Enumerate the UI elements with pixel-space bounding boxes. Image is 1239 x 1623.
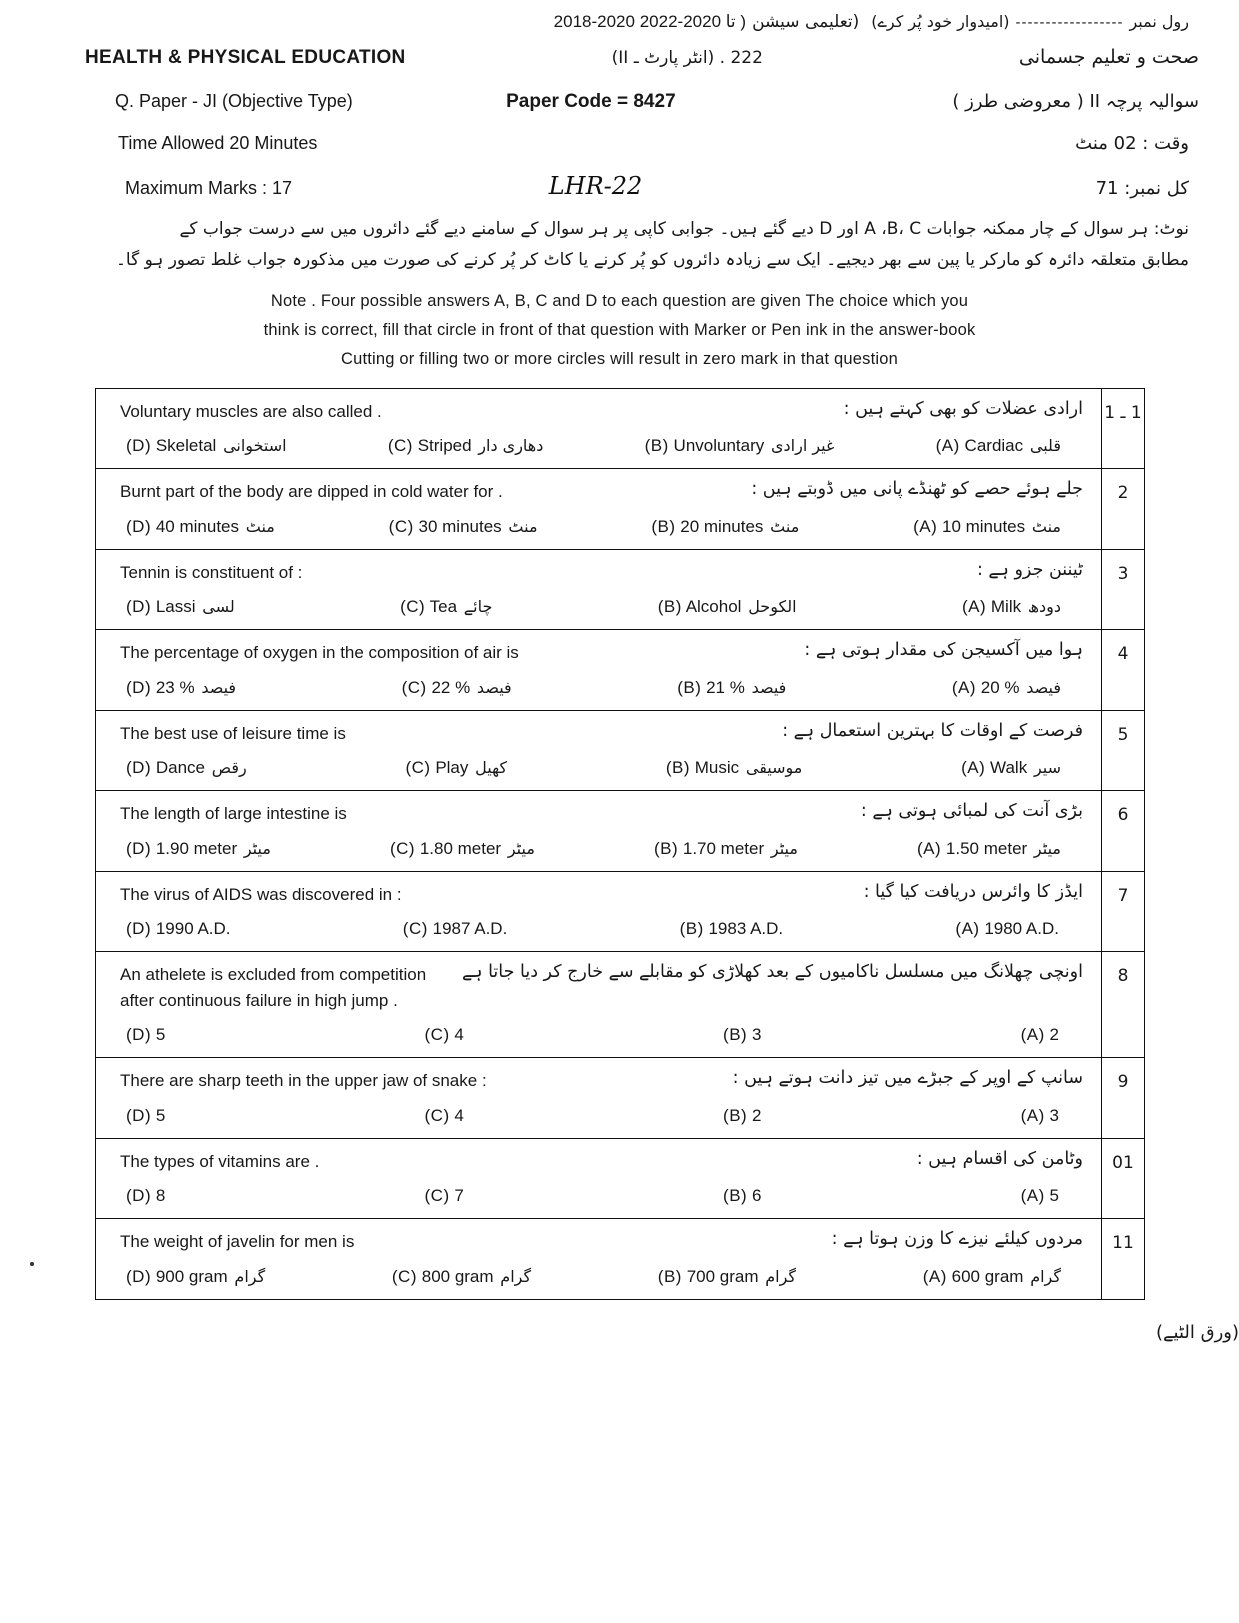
option-label: (A) — [961, 758, 986, 777]
question-cell — [96, 469, 1102, 550]
option-choice[interactable] — [955, 919, 1063, 939]
question-cell — [96, 388, 1102, 469]
option-choice[interactable] — [126, 678, 238, 698]
question-text-ur: ٹیننن جزو ہے : — [976, 559, 1083, 580]
option-choice[interactable] — [390, 839, 537, 859]
question-cell — [96, 549, 1102, 630]
instructions-ur-line-1: نوٹ: ہر سوال کے چار ممکنہ جوابات A ،B، C اور D دیے گئے ہیں۔ جوابی کاپی پر ہر سوال کے سامنے دیے گئے دائروں میں سے درست جواب کے — [179, 219, 1189, 239]
option-text-en: 8 — [155, 1186, 166, 1205]
option-text-ur: کھیل — [475, 758, 508, 777]
instructions-ur-line-2: مطابق متعلقہ دائرہ کو مارکر یا پین سے بھر دیجیے۔ ایک سے زیادہ دائروں کو پُر کرنے یا کاٹ کر پُر کرنے کی صورت میں مذکورہ جواب غلط تصور ہو گا۔ — [115, 250, 1189, 271]
option-label: (C) — [424, 1186, 450, 1205]
option-text-en: 5 — [155, 1025, 166, 1044]
subject-row — [40, 46, 1199, 69]
time-allowed-ur: وقت : 20 منٹ — [1075, 133, 1189, 154]
option-choice[interactable] — [126, 517, 277, 537]
option-text-ur: فیصد — [476, 677, 512, 697]
option-label: (D) — [126, 758, 152, 777]
option-text-en: 21 % — [706, 677, 745, 697]
maximum-marks: Maximum Marks : 17 — [125, 178, 293, 198]
option-choice[interactable] — [126, 1025, 169, 1045]
option-choice[interactable] — [654, 839, 800, 859]
turn-over-note: (ورق الٹیے) — [1155, 1321, 1239, 1343]
option-choice[interactable] — [425, 1186, 468, 1206]
question-statement — [110, 479, 1087, 505]
question-statement — [110, 560, 1087, 586]
option-text-ur — [1059, 919, 1063, 938]
question-text-en: The percentage of oxygen in the composition of air is — [120, 643, 519, 662]
option-choice[interactable] — [658, 597, 799, 617]
option-choice[interactable] — [403, 919, 512, 939]
option-text-en: 20 % — [980, 677, 1020, 697]
table-row — [96, 952, 1145, 1058]
option-text-en: 22 % — [431, 677, 471, 697]
option-text-ur — [231, 919, 235, 938]
option-text-ur — [165, 1186, 169, 1205]
option-text-ur: قلبی — [1029, 436, 1061, 455]
handwritten-center-note: LHR-22 — [548, 172, 643, 200]
option-text-ur: فیصد — [1026, 677, 1061, 697]
option-label: (A) — [951, 677, 977, 697]
session-label: (تعلیمی سیشن — [752, 12, 860, 32]
option-text-ur: میٹر — [1033, 838, 1061, 858]
question-cell — [96, 1219, 1102, 1300]
option-text-en: 1.50 meter — [945, 838, 1028, 858]
option-text-ur — [1059, 1186, 1063, 1205]
question-text-en: An athelete is excluded from competition after continuous failure in high jump . — [120, 965, 427, 1010]
option-text-en: 5 — [155, 1105, 166, 1125]
roll-number-dots: ------------------ — [1015, 14, 1124, 31]
option-text-en: 23 % — [155, 677, 195, 697]
option-text-en: 600 gram — [951, 1266, 1024, 1286]
option-label: (C) — [388, 516, 414, 536]
option-text-ur — [464, 1106, 468, 1125]
option-label: (D) — [126, 1266, 152, 1286]
question-number: 2 — [1102, 469, 1145, 550]
option-text-en: 4 — [454, 1025, 464, 1044]
option-text-en: 1980 A.D. — [984, 919, 1059, 938]
option-choice[interactable] — [402, 678, 514, 698]
option-choice[interactable] — [952, 678, 1063, 698]
question-number: 9 — [1102, 1058, 1145, 1139]
option-text-en: 3 — [1049, 1105, 1059, 1125]
option-text-en: Cardiac — [964, 436, 1024, 455]
question-text-ur: فرصت کے اوقات کا بہترین استعمال ہے : — [782, 720, 1083, 741]
option-text-ur — [1059, 1106, 1063, 1125]
question-statement — [110, 1068, 1087, 1094]
option-text-ur: سیر — [1033, 758, 1061, 777]
option-choice[interactable] — [645, 436, 837, 456]
question-text-en: The length of large intestine is — [120, 804, 347, 823]
option-label: (A) — [1020, 1105, 1045, 1125]
option-label: (C) — [405, 758, 431, 777]
table-row — [96, 630, 1145, 711]
option-text-en: Play — [435, 758, 469, 777]
table-row — [96, 549, 1145, 630]
option-label: (C) — [400, 597, 426, 616]
option-choice[interactable] — [126, 1106, 169, 1126]
question-number: 8 — [1102, 952, 1145, 1058]
option-list — [110, 1267, 1087, 1287]
option-label: (D) — [126, 516, 152, 536]
option-text-en: 900 gram — [155, 1266, 228, 1286]
option-choice[interactable] — [126, 839, 273, 859]
table-row — [96, 871, 1145, 952]
question-number: 7 — [1102, 871, 1145, 952]
question-statement — [110, 640, 1087, 666]
option-text-ur: استخوانی — [223, 436, 287, 455]
question-text-ur: ایڈز کا وائرس دریافت کیا گیا : — [863, 881, 1083, 902]
option-text-en: Skeletal — [155, 436, 217, 455]
paper-header — [0, 0, 1239, 374]
option-label: (B) — [644, 436, 669, 455]
option-list — [110, 678, 1087, 698]
option-text-en: 1990 A.D. — [155, 919, 231, 938]
option-label: (D) — [126, 919, 152, 938]
option-list — [110, 758, 1087, 778]
option-choice[interactable] — [923, 1267, 1063, 1287]
paper-type-ur: سوالیہ پرچہ II ( معروضی طرز ) — [952, 91, 1199, 112]
table-row — [96, 710, 1145, 791]
table-row — [96, 1138, 1145, 1219]
option-text-ur — [1059, 1025, 1063, 1044]
option-choice[interactable] — [658, 1267, 798, 1287]
roll-number-label: رول نمبر — [1129, 12, 1189, 31]
option-text-en: Milk — [990, 597, 1022, 616]
option-text-en: Tea — [429, 597, 458, 616]
question-number: 3 — [1102, 549, 1145, 630]
question-statement — [110, 721, 1087, 747]
question-text-ur: سانپ کے اوپر کے جبڑے میں تیز دانت ہوتے ہیں : — [732, 1068, 1083, 1088]
question-text-en: The best use of leisure time is — [120, 723, 346, 743]
option-text-en: 1983 A.D. — [708, 919, 784, 938]
question-text-ur: جلے ہوئے حصے کو ٹھنڈے پانی میں ڈوبتے ہیں : — [751, 479, 1083, 499]
question-text-en: The types of vitamins are . — [120, 1151, 320, 1171]
option-label: (D) — [126, 597, 152, 616]
option-text-ur: گرام — [1030, 1266, 1061, 1286]
option-list — [110, 839, 1087, 859]
subject-title-en: HEALTH & PHYSICAL EDUCATION — [85, 47, 406, 68]
question-statement — [110, 801, 1087, 827]
option-label: (A) — [1020, 1025, 1045, 1044]
question-paper-type: Q. Paper - JI (Objective Type) — [115, 91, 353, 111]
question-number: 4 — [1102, 630, 1145, 711]
option-label: (D) — [126, 677, 152, 697]
option-text-ur: لسی — [202, 597, 235, 616]
paper-type-row — [40, 91, 1199, 113]
option-text-en: 10 minutes — [941, 516, 1026, 536]
option-choice[interactable] — [680, 919, 788, 939]
option-text-en: 40 minutes — [155, 516, 240, 536]
question-statement — [110, 882, 1087, 908]
question-text-ur: ارادی عضلات کو بھی کہتے ہیں : — [843, 398, 1083, 419]
option-choice[interactable] — [425, 1025, 468, 1045]
option-label: (B) — [677, 677, 702, 697]
option-text-ur: میٹر — [507, 838, 535, 858]
table-row — [96, 791, 1145, 872]
option-text-ur: منٹ — [508, 516, 538, 536]
option-label: (D) — [126, 436, 152, 455]
maximum-marks-ur: کل نمبر: 17 — [1095, 178, 1189, 199]
option-label: (A) — [961, 597, 987, 616]
option-text-en: 700 gram — [686, 1266, 759, 1286]
option-text-ur — [761, 1186, 765, 1205]
option-choice[interactable] — [666, 758, 805, 778]
option-text-en: 5 — [1049, 1186, 1059, 1205]
instructions-en-line-3: Cutting or filling two or more circles will result in zero mark in that question — [340, 349, 899, 368]
question-text-ur: وٹامن کی اقسام ہیں : — [916, 1148, 1083, 1169]
option-text-en: Music — [694, 758, 740, 777]
question-statement — [110, 1229, 1087, 1255]
option-label: (B) — [665, 758, 690, 777]
option-choice[interactable] — [913, 517, 1063, 537]
option-text-ur: غیر ارادی — [771, 436, 835, 455]
paper-code: Paper Code = 8427 — [506, 91, 676, 112]
option-text-ur — [165, 1025, 169, 1044]
option-text-ur: موسیقی — [745, 758, 803, 777]
question-cell — [96, 630, 1102, 711]
option-choice[interactable] — [962, 597, 1063, 617]
question-cell — [96, 1058, 1102, 1139]
time-row — [40, 133, 1199, 154]
question-text-en: Tennin is constituent of : — [120, 562, 303, 582]
option-text-ur: چائے — [463, 597, 493, 616]
option-label: (C) — [387, 436, 413, 455]
question-text-ur: ہوا میں آکسیجن کی مقدار ہوتی ہے : — [804, 640, 1083, 660]
option-text-en: 6 — [751, 1186, 762, 1205]
question-text-ur: اونچی چھلانگ میں مسلسل ناکامیوں کے بعد کھلاڑی کو مقابلے سے خارج کر دیا جاتا ہے — [462, 962, 1083, 982]
option-text-ur — [464, 1186, 468, 1205]
option-text-en: 2 — [1049, 1025, 1059, 1044]
option-label: (B) — [679, 919, 704, 938]
option-list — [110, 517, 1087, 537]
option-text-ur: دودھ — [1027, 597, 1061, 616]
option-label: (C) — [424, 1105, 450, 1125]
option-label: (B) — [651, 516, 676, 536]
option-text-ur: منٹ — [1031, 516, 1061, 536]
option-choice[interactable] — [936, 436, 1063, 456]
option-label: (A) — [913, 516, 938, 536]
option-text-en: 1.90 meter — [155, 838, 238, 858]
option-text-en: Dance — [155, 758, 205, 777]
question-text-en: The virus of AIDS was discovered in : — [120, 884, 402, 904]
option-choice[interactable] — [677, 678, 788, 698]
option-label: (A) — [955, 919, 980, 938]
option-label: (B) — [723, 1186, 748, 1205]
question-number: 5 — [1102, 710, 1145, 791]
option-text-ur — [165, 1106, 169, 1125]
option-list — [110, 597, 1087, 617]
option-label: (D) — [126, 1025, 152, 1044]
option-text-ur — [761, 1106, 765, 1125]
question-number: 6 — [1102, 791, 1145, 872]
option-text-en: 7 — [454, 1186, 464, 1205]
option-list — [110, 919, 1087, 939]
option-choice[interactable] — [389, 517, 540, 537]
option-text-en: 30 minutes — [418, 516, 502, 536]
candidate-fill-label: (امیدوار خود پُر کرے) — [871, 12, 1010, 31]
option-label: (A) — [922, 1266, 947, 1286]
option-text-en: 3 — [751, 1025, 762, 1044]
option-label: (A) — [1020, 1186, 1045, 1205]
option-choice[interactable] — [388, 436, 546, 456]
option-choice[interactable] — [961, 758, 1063, 778]
option-choice[interactable] — [126, 436, 289, 456]
option-label: (C) — [389, 838, 416, 858]
option-choice[interactable] — [1021, 1186, 1063, 1206]
option-text-ur: منٹ — [770, 516, 800, 536]
option-label: (B) — [723, 1105, 748, 1125]
subject-title-ur: صحت و تعلیم جسمانی — [1018, 46, 1199, 68]
option-text-en: Walk — [990, 758, 1028, 777]
question-number: 10 — [1102, 1138, 1145, 1219]
option-text-ur: گرام — [765, 1266, 797, 1286]
option-text-en: 1.70 meter — [682, 838, 765, 858]
option-label: (D) — [126, 1186, 152, 1205]
question-statement — [110, 399, 1087, 425]
option-text-ur: دھاری دار — [478, 436, 544, 455]
question-number: 1 ـ 1 — [1102, 388, 1145, 469]
option-text-ur: فیصد — [751, 677, 787, 697]
option-text-en: 2 — [751, 1105, 762, 1125]
option-label: (C) — [391, 1266, 417, 1286]
option-text-ur: میٹر — [243, 838, 271, 858]
option-text-en: 1987 A.D. — [432, 919, 508, 938]
question-statement — [110, 1149, 1087, 1175]
table-row — [96, 1058, 1145, 1139]
option-text-en: 4 — [454, 1105, 464, 1125]
option-choice[interactable] — [917, 839, 1063, 859]
option-choice[interactable] — [126, 919, 235, 939]
option-label: (B) — [657, 597, 682, 616]
session-years: 2018-2020 تا 2020-2022 ) — [553, 12, 747, 31]
option-choice[interactable] — [126, 758, 249, 778]
option-text-en: Striped — [417, 436, 472, 455]
option-choice[interactable] — [126, 597, 237, 617]
option-text-ur: میٹر — [770, 838, 798, 858]
option-label: (C) — [402, 919, 428, 938]
table-row — [96, 469, 1145, 550]
option-choice[interactable] — [126, 1186, 169, 1206]
instructions-en — [40, 287, 1199, 374]
option-list — [110, 1025, 1087, 1045]
subject-code-mid: 222 . (انٹر پارٹ ـ II) — [611, 48, 763, 68]
option-list — [110, 1186, 1087, 1206]
table-row — [96, 388, 1145, 469]
question-text-ur: بڑی آنت کی لمبائی ہوتی ہے : — [860, 801, 1083, 821]
question-text-en: There are sharp teeth in the upper jaw of snake : — [120, 1071, 487, 1090]
option-label: (B) — [657, 1266, 682, 1286]
question-statement — [110, 962, 1087, 1013]
instructions-ur — [40, 214, 1199, 277]
option-text-ur — [464, 1025, 468, 1044]
option-text-ur: الکوحل — [748, 597, 797, 616]
option-label: (C) — [401, 677, 427, 697]
instructions-en-line-1: Note . Four possible answers A, B, C and D to each question are given The choice which you — [270, 291, 969, 310]
option-label: (B) — [653, 838, 679, 858]
option-label: (C) — [424, 1025, 450, 1044]
question-text-en: Voluntary muscles are also called . — [120, 401, 382, 421]
option-text-en: 1.80 meter — [419, 838, 502, 858]
roll-number-row — [40, 12, 1199, 32]
option-choice[interactable] — [400, 597, 494, 617]
question-text-ur: مردوں کیلئے نیزے کا وزن ہوتا ہے : — [831, 1229, 1083, 1249]
option-text-en: 800 gram — [421, 1266, 494, 1286]
option-text-ur: گرام — [500, 1266, 532, 1286]
option-label: (A) — [917, 838, 942, 858]
option-label: (B) — [723, 1025, 748, 1044]
instructions-en-line-2: think is correct, fill that circle in front of that question with Marker or Pen ink in the answer-book — [263, 320, 976, 339]
option-text-en: 20 minutes — [680, 516, 764, 536]
option-label: (D) — [126, 1105, 152, 1125]
option-choice[interactable] — [723, 1106, 765, 1126]
option-list — [110, 1106, 1087, 1126]
option-choice[interactable] — [723, 1025, 765, 1045]
option-choice[interactable] — [392, 1267, 533, 1287]
question-cell — [96, 710, 1102, 791]
question-number: 11 — [1102, 1219, 1145, 1300]
option-choice[interactable] — [1021, 1025, 1063, 1045]
question-cell — [96, 952, 1102, 1058]
option-text-ur — [783, 919, 787, 938]
option-choice[interactable] — [405, 758, 509, 778]
option-list — [110, 436, 1087, 456]
option-text-en: Lassi — [155, 597, 196, 616]
option-text-ur: منٹ — [245, 516, 275, 536]
option-choice[interactable] — [425, 1106, 468, 1126]
option-text-ur — [507, 919, 511, 938]
question-text-en: The weight of javelin for men is — [120, 1232, 355, 1251]
option-label: (D) — [126, 838, 152, 858]
time-allowed: Time Allowed 20 Minutes — [118, 133, 318, 153]
question-cell — [96, 871, 1102, 952]
option-text-en: Unvoluntary — [673, 436, 765, 455]
option-label: (A) — [935, 436, 960, 455]
table-row — [96, 1219, 1145, 1300]
question-cell — [96, 791, 1102, 872]
option-choice[interactable] — [651, 517, 801, 537]
questions-table — [95, 388, 1145, 1300]
stray-mark — [30, 1262, 34, 1266]
question-cell — [96, 1138, 1102, 1219]
option-choice[interactable] — [1021, 1106, 1063, 1126]
marks-row — [40, 172, 1199, 200]
option-text-ur: گرام — [234, 1266, 266, 1286]
option-text-ur: رقص — [211, 758, 247, 777]
option-text-ur — [761, 1025, 765, 1044]
option-choice[interactable] — [723, 1186, 765, 1206]
question-text-en: Burnt part of the body are dipped in cold water for . — [120, 482, 503, 501]
option-choice[interactable] — [126, 1267, 267, 1287]
option-text-en: Alcohol — [685, 597, 742, 616]
option-text-ur: فیصد — [201, 677, 237, 697]
